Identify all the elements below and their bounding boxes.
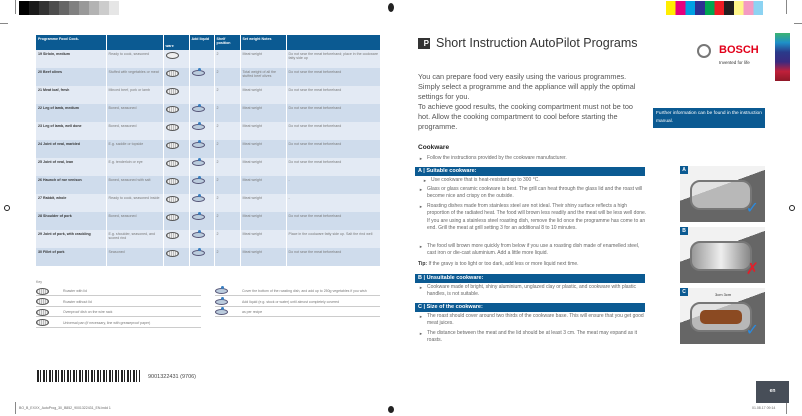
liquid-cell [189,104,214,122]
grayscale-color-bar [19,1,119,15]
roaster-icon [166,250,179,257]
distance-label: 3cm 3cm [715,292,732,297]
table-row [36,140,381,158]
set-weight: Meat weight [240,248,286,266]
shelf-position: 2 [214,230,240,248]
cookware-cell [163,194,189,212]
key-icon [215,299,228,305]
checkmark-icon: ✓ [745,200,759,217]
section-c-header: C | Size of the cookware: [415,303,645,312]
col-cookware: ware [163,35,189,50]
liquid-cell [189,176,214,194]
set-weight: Meat weight [240,158,286,176]
shelf-position: 2 [214,212,240,230]
roaster-icon [166,196,179,203]
barcode-number: 9001322431 (9706) [148,374,197,380]
notes: Do not sear the meat beforehand [286,104,381,122]
roaster-icon [166,88,179,95]
food-description: E.g. shoulder, seasoned, and scored rind [106,230,163,248]
notes: Do not sear the meat beforehand [286,86,381,104]
checkmark-icon: ✓ [745,322,759,339]
section-b-header: B | Unsuitable cookware: [415,274,645,283]
liquid-cell [189,50,214,68]
food-description: Boned, seasoned [106,122,163,140]
table-row [36,212,381,230]
set-weight: Meat weight [240,212,286,230]
add-liquid-icon [192,106,205,112]
roaster-icon [166,214,179,221]
brand-name: BOSCH [719,44,759,56]
set-weight: Meat weight [240,86,286,104]
programme-name: 21 Meat loaf, fresh [36,86,106,104]
key-item [36,287,201,296]
shelf-position: 2 [214,86,240,104]
add-liquid-icon [192,160,205,166]
shelf-position: 2 [214,50,240,68]
brand-color-strip [775,33,790,81]
liquid-cell [189,68,214,86]
col-food [106,35,163,50]
image-label-c: C [680,288,688,296]
notes: Do not sear the meat beforehand; place in the cookware fatty side up [286,50,381,68]
set-weight: Total weight of all the stuffed beef olives [240,68,286,86]
table-row [36,86,381,104]
key-text: Cover the bottom of the roasting dish, and add up to 250g vegetables if you wish [242,289,367,293]
liquid-cell [189,158,214,176]
liquid-cell [189,194,214,212]
table-row [36,68,381,86]
footer-date: 01.08.17 09:14 [752,406,776,410]
intro-paragraph-1: You can prepare food very easily using the various programmes. Simply select a programme and the appliance will apply the optimal settings for you. [418,72,636,101]
programme-name: 27 Rabbit, whole [36,194,106,212]
programme-name: 29 Joint of pork, with crackling [36,230,106,248]
shelf-position: 2 [214,104,240,122]
set-weight: Meat weight [240,140,286,158]
image-c-size [680,288,765,344]
programme-name: 23 Leg of lamb, well done [36,122,106,140]
cookware-cell [163,68,189,86]
follow-instruction: ► Follow the instructions provided by the cookware manufacturer. [419,155,649,162]
image-label-a: A [680,166,688,174]
roaster-icon [166,70,179,77]
set-weight: Meat weight [240,104,286,122]
cookware-cell [163,248,189,266]
col-weight: Set weight Notes [240,35,286,50]
programme-name: 22 Leg of lamb, medium [36,104,106,122]
key-text: as per recipe [242,310,263,314]
brand-tagline: Invented for life [719,60,750,65]
table-row [36,194,381,212]
key-icon [215,309,228,315]
notes: Do not sear the meat beforehand [286,248,381,266]
programme-icon [418,38,430,49]
food-description: Boned, seasoned with salt [106,176,163,194]
key-text: Add liquid (e.g. stock or water) until almost completely covered [242,299,340,304]
add-liquid-icon [192,178,205,184]
cookware-heading: Cookware [418,144,450,151]
roaster-icon [166,124,179,131]
steel-roaster [690,241,752,271]
table-row [36,230,381,248]
cookware-cell [163,86,189,104]
liquid-cell [189,86,214,104]
registration-mark-icon [388,406,394,413]
key-icon [36,319,49,326]
food-description: E.g. tenderloin or eye [106,158,163,176]
table-row [36,158,381,176]
cookware-cell [163,176,189,194]
image-a-suitable [680,166,765,222]
roaster-icon [166,142,179,149]
shelf-position: 2 [214,122,240,140]
add-liquid-icon [192,214,205,220]
page-title: Short Instruction AutoPilot Programs [436,36,638,50]
add-liquid-icon [192,196,205,202]
key-icon [36,288,49,295]
roaster-icon [166,232,179,239]
food-description: Minced beef, pork or lamb [106,86,163,104]
language-code: en [769,388,776,394]
programme-name: 19 Sirloin, medium [36,50,106,68]
key-item [36,298,201,307]
notes: Do not sear the meat beforehand [286,140,381,158]
add-liquid-icon [192,70,205,76]
table-row [36,122,381,140]
food-description: Ready to cook, seasoned [106,50,163,68]
image-b-unsuitable [680,227,765,283]
liquid-cell [189,230,214,248]
key-item [36,319,201,328]
cross-icon: ✗ [745,261,759,278]
add-liquid-icon [192,124,205,130]
liquid-cell [189,248,214,266]
programme-name: 26 Haunch of roe venison [36,176,106,194]
a-item: ► Use cookware that is heat-resistant up to 300 °C. [423,177,653,184]
shelf-position: 2 [214,194,240,212]
notes: Do not sear the meat beforehand [286,122,381,140]
col-notes [286,35,381,50]
table-row [36,176,381,194]
programme-name: 25 Joint of veal, lean [36,158,106,176]
registration-mark-icon [789,205,795,211]
key-item [215,308,380,317]
set-weight: Meat weight [240,230,286,248]
notes: Place in the cookware fatty side up. Salt the rind well [286,230,381,248]
image-label-b: B [680,227,688,235]
language-tab [756,381,789,403]
section-a-header: A | Suitable cookware: [415,167,645,176]
liquid-cell [189,122,214,140]
key-item [215,298,380,307]
set-weight: Meat weight [240,176,286,194]
col-programme: Programme Food Cook- [36,35,106,50]
shelf-position: 2 [214,140,240,158]
bosch-logo-icon [697,44,711,58]
liquid-cell [189,212,214,230]
food-description: Stuffed with vegetables or meat [106,68,163,86]
roaster-icon [166,52,179,59]
programme-table [36,35,381,266]
cookware-cell [163,104,189,122]
roaster-icon [166,178,179,185]
cookware-cell [163,50,189,68]
notes: Do not sear the meat beforehand [286,158,381,176]
tip-text: If the gravy is too light or too dark, add less or more liquid next time. [427,261,579,267]
barcode [37,370,140,382]
registration-mark-icon [4,205,10,211]
c-item: ► The roast should cover around two thirds of the cookware base. This will ensure that you get good meat juices. [419,313,649,328]
table-row [36,248,381,266]
key-item [215,287,380,296]
programme-name: 28 Shoulder of pork [36,212,106,230]
key-text: Ovenproof dish on the wire rack [63,310,113,314]
shelf-position: 2 [214,176,240,194]
programme-icon-letter: P [423,39,429,48]
col-liquid: Add liquid [189,35,214,50]
col-shelf: Shelf position [214,35,240,50]
key-text: Roaster with lid [63,289,87,293]
b-item: ► Cookware made of bright, shiny aluminium, unglazed clay or plastic, and cookware with plastic handles, is not suitable. [419,284,649,299]
a-item: ► The food will brown more quickly from below if you use a roasting dish made of enamelled steel, cast iron or die-cast aluminium. Add a little more liquid. [419,243,649,258]
a-item: ► Glass or glass ceramic cookware is best. The grill can heat through the glass lid and the roast will become nice and crispy on the outside. [419,186,649,201]
process-color-bar [666,1,763,15]
notes: - [286,194,381,212]
set-weight: Meat weight [240,50,286,68]
liquid-cell [189,140,214,158]
tip-label: Tip: [418,261,428,267]
shelf-position: 2 [214,158,240,176]
food-description: E.g. saddle or topside [106,140,163,158]
roaster-with-meat [690,302,752,332]
key-text: Roaster without lid [63,299,92,304]
programme-name: 30 Fillet of pork [36,248,106,266]
food-description: Boned, seasoned [106,104,163,122]
notes: Do not sear the meat beforehand [286,212,381,230]
shelf-position: 2 [214,248,240,266]
add-liquid-icon [192,232,205,238]
key-text: Universal pan (if necessary, line with greaseproof paper) [63,320,151,325]
key-icon [36,298,49,305]
programme-name: 20 Beef olives [36,68,106,86]
a-item: ► Roasting dishes made from stainless steel are not ideal. Their shiny surface reflects a high proportion of the radiated heat. The food will brown less readily and the meat will be less well done. If you are using a stainless steel roasting dish, remove the lid once the programme has come to an end. Grill the meat at grill setting 3 for an additional 8 to 10 minutes. [419,203,649,232]
roaster-icon [166,106,179,113]
cookware-cell [163,212,189,230]
cookware-cell [163,122,189,140]
table-row [36,50,381,68]
add-liquid-icon [192,142,205,148]
shelf-position: 2 [214,68,240,86]
add-liquid-icon [192,250,205,256]
cookware-cell [163,140,189,158]
cookware-cell [163,230,189,248]
set-weight: Meat weight [240,194,286,212]
table-row [36,104,381,122]
c-item: ► The distance between the meat and the lid should be at least 3 cm. The meat may expand as it roasts. [419,330,649,345]
intro-paragraph-2: To achieve good results, the cooking compartment must not be too hot. Allow the cooking compartment to cool before starting the programme. [418,102,633,131]
registration-mark-icon [388,3,394,12]
key-icon [36,309,49,316]
notes: - [286,176,381,194]
notes: Do not sear the meat beforehand [286,68,381,86]
key-item [36,308,201,317]
info-box: Further information can be found in the instruction manual. [653,108,765,128]
key-title: Key [36,280,43,284]
roaster-icon [166,160,179,167]
footer-filename: BO_B_EXXX_AutoProg_30_B852_9001322431_EN.indd 1 [19,406,111,410]
glass-roaster [690,180,752,210]
programme-name: 24 Joint of veal, marbled [36,140,106,158]
food-description: Boned, seasoned [106,212,163,230]
food-description: Ready to cook, seasoned inside [106,194,163,212]
key-icon [215,288,228,294]
set-weight: Meat weight [240,122,286,140]
cookware-cell [163,158,189,176]
food-description: Seasoned [106,248,163,266]
